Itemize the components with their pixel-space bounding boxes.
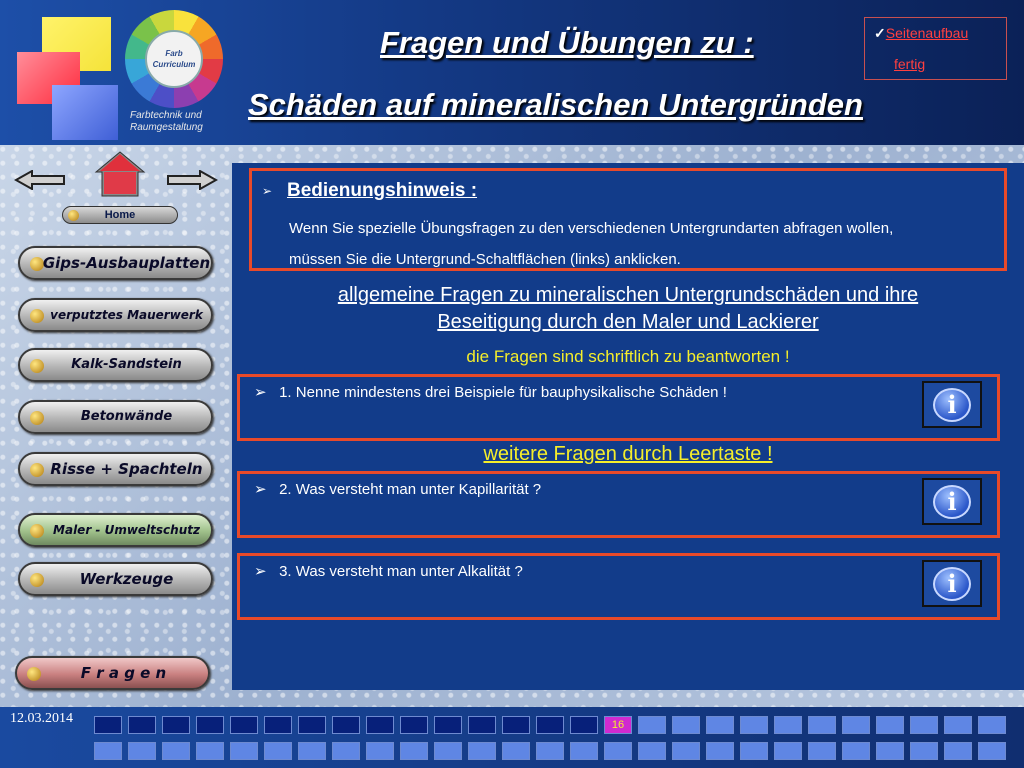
question-text bbox=[254, 562, 523, 580]
fertig-link[interactable]: fertig bbox=[894, 56, 926, 72]
page-square[interactable] bbox=[808, 742, 836, 760]
page-square[interactable] bbox=[502, 716, 530, 734]
button-dot-icon bbox=[27, 667, 41, 681]
page-square[interactable] bbox=[196, 742, 224, 760]
question-box-3 bbox=[237, 553, 1000, 620]
page-square[interactable] bbox=[366, 716, 394, 734]
status-box bbox=[864, 17, 1007, 80]
page-square[interactable] bbox=[706, 742, 734, 760]
question-box-1 bbox=[237, 374, 1000, 441]
logo-text-bottom: Curriculum bbox=[152, 60, 196, 69]
page-square[interactable] bbox=[910, 742, 938, 760]
page-square[interactable] bbox=[638, 716, 666, 734]
page-square[interactable] bbox=[400, 716, 428, 734]
info-icon: i bbox=[933, 567, 971, 601]
nav-werkzeuge-button[interactable] bbox=[18, 562, 213, 596]
page-square[interactable] bbox=[808, 716, 836, 734]
page-square[interactable] bbox=[332, 716, 360, 734]
page-square[interactable] bbox=[638, 742, 666, 760]
home-button-label: Home bbox=[104, 209, 136, 221]
logo-sub-line2: Raumgestaltung bbox=[130, 122, 203, 133]
page-square[interactable] bbox=[910, 716, 938, 734]
page-square[interactable] bbox=[774, 742, 802, 760]
heading-line-2: Beseitigung durch den Maler und Lackierer bbox=[437, 311, 819, 333]
page-subtitle: Schäden auf mineralischen Untergründen bbox=[248, 87, 863, 122]
page-square[interactable] bbox=[536, 742, 564, 760]
bullet-arrow-icon: ➢ bbox=[262, 184, 273, 198]
logo-center bbox=[145, 30, 203, 88]
page-square[interactable] bbox=[978, 742, 1006, 760]
info-icon: i bbox=[933, 388, 971, 422]
question-box-2 bbox=[237, 471, 1000, 538]
nav-kalksandstein-button[interactable] bbox=[18, 348, 213, 382]
home-button[interactable] bbox=[62, 206, 178, 224]
page-square[interactable] bbox=[740, 716, 768, 734]
hint-text bbox=[289, 213, 989, 275]
question-label: 2. Was versteht man unter Kapillarität ? bbox=[279, 481, 542, 498]
page-square[interactable] bbox=[264, 742, 292, 760]
page-square[interactable] bbox=[298, 716, 326, 734]
page-square[interactable] bbox=[570, 742, 598, 760]
button-dot-icon bbox=[30, 573, 44, 587]
bullet-arrow-icon: ➢ bbox=[254, 384, 267, 401]
nav-button-label: Werkzeuge bbox=[79, 570, 174, 588]
page-square[interactable] bbox=[536, 716, 564, 734]
nav-button-label: F r a g e n bbox=[80, 664, 167, 682]
logo-sub-line1: Farbtechnik und bbox=[130, 110, 202, 121]
page-square[interactable] bbox=[298, 742, 326, 760]
heading-line-1: allgemeine Fragen zu mineralischen Untergrundschäden und ihre bbox=[337, 284, 919, 306]
nav-risse-button[interactable] bbox=[18, 452, 213, 486]
decor-square-blue bbox=[52, 85, 118, 140]
page-square[interactable] bbox=[604, 742, 632, 760]
question-text bbox=[254, 480, 541, 498]
page-square[interactable] bbox=[672, 742, 700, 760]
nav-button-label: Betonwände bbox=[80, 409, 173, 424]
page-square[interactable] bbox=[978, 716, 1006, 734]
page-square[interactable] bbox=[332, 742, 360, 760]
question-label: 1. Nenne mindestens drei Beispiele für bauphysikalische Schäden ! bbox=[279, 384, 727, 401]
page-square[interactable] bbox=[740, 742, 768, 760]
page-square[interactable] bbox=[468, 716, 496, 734]
page-square[interactable] bbox=[842, 742, 870, 760]
page-square[interactable] bbox=[94, 716, 122, 734]
info-button[interactable] bbox=[922, 478, 982, 525]
home-button-dot-icon bbox=[68, 210, 79, 221]
page-square[interactable] bbox=[94, 742, 122, 760]
question-label: 3. Was versteht man unter Alkalität ? bbox=[279, 563, 523, 580]
page-square[interactable] bbox=[128, 716, 156, 734]
page-title: Fragen und Übungen zu : bbox=[380, 25, 754, 60]
page-square[interactable] bbox=[502, 742, 530, 760]
page-square[interactable] bbox=[264, 716, 292, 734]
hint-line-1: Wenn Sie spezielle Übungsfragen zu den verschiedenen Untergrundarten abfragen wollen, bbox=[289, 220, 894, 237]
page-square[interactable] bbox=[774, 716, 802, 734]
page-square[interactable] bbox=[230, 716, 258, 734]
info-button[interactable] bbox=[922, 560, 982, 607]
page-square[interactable] bbox=[162, 716, 190, 734]
nav-button-label: Maler - Umweltschutz bbox=[53, 523, 200, 537]
logo-text-top: Farb bbox=[165, 49, 183, 58]
page-square[interactable] bbox=[400, 742, 428, 760]
page-square[interactable] bbox=[468, 742, 496, 760]
color-wheel-logo bbox=[125, 10, 223, 108]
nav-button-label: Kalk-Sandstein bbox=[71, 357, 182, 372]
check-icon: ✓ bbox=[874, 25, 886, 41]
button-dot-icon bbox=[30, 411, 44, 425]
page-square[interactable] bbox=[876, 716, 904, 734]
page-square[interactable] bbox=[944, 716, 972, 734]
forward-arrow-icon[interactable] bbox=[166, 170, 218, 190]
section-heading bbox=[232, 282, 1024, 336]
question-text bbox=[254, 383, 727, 401]
back-arrow-icon[interactable] bbox=[14, 170, 66, 190]
page-square[interactable] bbox=[366, 742, 394, 760]
page-current[interactable]: 16 bbox=[604, 716, 632, 734]
instruction-text: die Fragen sind schriftlich zu beantworten ! bbox=[466, 347, 790, 366]
bullet-arrow-icon: ➢ bbox=[254, 481, 267, 498]
page-square[interactable] bbox=[672, 716, 700, 734]
page-square[interactable] bbox=[876, 742, 904, 760]
nav-betonwaende-button[interactable] bbox=[18, 400, 213, 434]
page-square[interactable] bbox=[434, 716, 462, 734]
page-square[interactable] bbox=[162, 742, 190, 760]
info-icon: i bbox=[933, 485, 971, 519]
bullet-arrow-icon: ➢ bbox=[254, 563, 267, 580]
page-square[interactable] bbox=[570, 716, 598, 734]
page-square[interactable] bbox=[230, 742, 258, 760]
page-square[interactable] bbox=[196, 716, 224, 734]
home-house-icon[interactable] bbox=[94, 150, 146, 198]
button-dot-icon bbox=[30, 359, 44, 373]
nav-button-label: Risse + Spachteln bbox=[50, 460, 203, 478]
page-square[interactable] bbox=[944, 742, 972, 760]
hint-box bbox=[249, 168, 1007, 271]
logo-subtitle bbox=[130, 110, 230, 134]
nav-fragen-button[interactable] bbox=[15, 656, 210, 690]
page-square[interactable] bbox=[706, 716, 734, 734]
page-square[interactable] bbox=[842, 716, 870, 734]
page-square[interactable] bbox=[434, 742, 462, 760]
info-button[interactable] bbox=[922, 381, 982, 428]
hint-title: Bedienungshinweis : bbox=[287, 180, 478, 201]
nav-button-label: verputztes Mauerwerk bbox=[50, 308, 203, 322]
footer-date: 12.03.2014 bbox=[10, 711, 73, 726]
hint-line-2: müssen Sie die Untergrund-Schaltflächen (links) anklicken. bbox=[289, 251, 681, 268]
nav-gips-button[interactable] bbox=[18, 246, 213, 280]
status-line-1 bbox=[874, 25, 968, 42]
more-questions-link[interactable]: weitere Fragen durch Leertaste ! bbox=[483, 443, 773, 465]
nav-umweltschutz-button[interactable] bbox=[18, 513, 213, 547]
seitenaufbau-link[interactable]: Seitenaufbau bbox=[885, 25, 969, 41]
nav-button-label: Gips-Ausbauplatten bbox=[42, 254, 211, 272]
nav-mauerwerk-button[interactable] bbox=[18, 298, 213, 332]
page-square[interactable] bbox=[128, 742, 156, 760]
